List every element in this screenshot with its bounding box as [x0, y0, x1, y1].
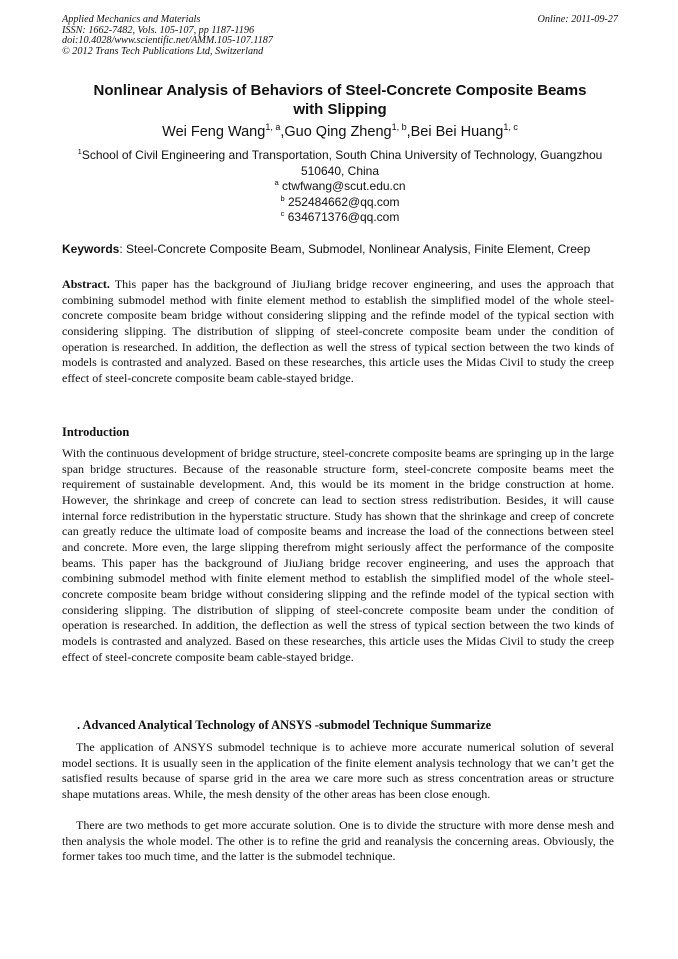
- affiliation-block: [62, 148, 618, 226]
- affiliation-sup: 1: [77, 147, 82, 156]
- email-sup: c: [280, 209, 285, 219]
- author-email[interactable]: ctwfwang@scut.edu.cn: [281, 179, 406, 194]
- author-list: Wei Feng Wang$^{1, a}$,Guo Qing Zheng$^{1, b}$,Bei Bei Huang$^{1, c}$: [162, 122, 518, 140]
- affiliation-line-1: School of Civil Engineering and Transportation, South China University of Technology, Guangzhou: [81, 148, 603, 162]
- author-sup: 1, a: [265, 122, 281, 132]
- paper-title: [62, 81, 618, 119]
- journal-header: [62, 15, 618, 57]
- section-heading-ansys-submodel: . Advanced Analytical Technology of ANSYS -submodel Technique Summarize: [77, 718, 492, 732]
- journal-name: Applied Mechanics and Materials: [62, 14, 201, 25]
- author-email[interactable]: 634671376@qq.com: [287, 210, 400, 225]
- issn-line: ISSN: 1662-7482, Vols. 105-107, pp 1187-1196: [62, 24, 255, 36]
- online-date: Online: 2011-09-27: [537, 14, 618, 25]
- abstract-label: Abstract.: [62, 277, 110, 291]
- author-name: Guo Qing Zheng: [284, 124, 392, 140]
- keywords-text: : Steel-Concrete Composite Beam, Submodel, Nonlinear Analysis, Finite Element, Creep: [119, 242, 591, 256]
- abstract-text: This paper has the background of JiuJiang bridge recover engineering, and uses the approach that combining submodel method with finite element method to establish the simplified model of the whole steel-concrete composite beam bridge without considering slipping and the refinde model of the typical section with considering slipping. The distribution of slipping of steel-concrete composite beam under the condition of operation is researched. In addition, the deflection as well the stress of typical section between the two kinds of models is contrasted and analyzed. Based on these researches, this article uses the Midas Civil to study the creep effect of steel-concrete composite beam cable-stayed bridge.: [62, 277, 614, 385]
- doi-line: doi:10.4028/www.scientific.net/AMM.105-107.1187: [62, 35, 273, 47]
- author-sup: 1, b: [391, 122, 407, 132]
- abstract: [62, 277, 614, 387]
- copyright-line: © 2012 Trans Tech Publications Ltd, Switzerland: [62, 45, 264, 57]
- author-name: Wei Feng Wang: [162, 124, 266, 140]
- section2-paragraph-2: There are two methods to get more accurate solution. One is to divide the structure with more dense mesh and then analysis the whole model. The other is to refine the grid and reanalysis the concerning areas. Obviously, the former takes too much time, and the latter is the submodel technique.: [62, 818, 614, 864]
- title-line-1: Nonlinear Analysis of Behaviors of Steel-Concrete Composite Beams: [93, 82, 587, 99]
- keywords-label: Keywords: [62, 242, 120, 256]
- email-sup: b: [280, 193, 285, 203]
- email-sup: a: [274, 178, 279, 188]
- author-email[interactable]: 252484662@qq.com: [287, 194, 400, 209]
- author-sup: 1, c: [503, 122, 518, 132]
- section-heading-introduction: Introduction: [62, 425, 130, 439]
- affiliation-line-2: 510640, China: [300, 163, 380, 178]
- keywords: [62, 242, 618, 257]
- section2-paragraph-1: The application of ANSYS submodel technique is to achieve more accurate numerical solution of several model sections. It is usually seen in the application of the finite element analysis technology that we can’t get the satisfied results because of sparse grid in the area we care more such as stress concentration areas or structure shape mutations areas. While, the mesh density of the other areas has been close enough.: [62, 740, 614, 801]
- author-name: Bei Bei Huang: [410, 124, 504, 140]
- introduction-paragraph: With the continuous development of bridge structure, steel-concrete composite beams are springing up in the large span bridge structures. Because of the reasonable structure form, steel-concrete composite beams meet the requirement of sustainable development. And, this would be its moment in the bridge construction at home. However, the shrinkage and creep of concrete can lead to section stress redistribution. Besides, it will cause internal force redistribution in the hyperstatic structure. Study has shown that the shrinkage and creep of concrete can greatly reduce the ultimate load of composite beams and increase the load of the connections between steel and concrete. More even, the large slipping therefrom might seriously affect the performance of the composite beams. This paper has the background of JiuJiang bridge recover engineering, and uses the approach that combining submodel method with finite element method to establish the simplified model of the whole steel-concrete composite beam bridge without considering slipping and the refinde model of the typical section with considering slipping. The distribution of slipping of steel-concrete composite beam under the condition of operation is researched. In addition, the deflection as well the stress of typical section between the two kinds of models is contrasted and analyzed. Based on these researches, this article uses the Midas Civil to study the creep effect of steel-concrete composite beam cable-stayed bridge.: [62, 446, 614, 664]
- title-line-2: with Slipping: [293, 101, 387, 118]
